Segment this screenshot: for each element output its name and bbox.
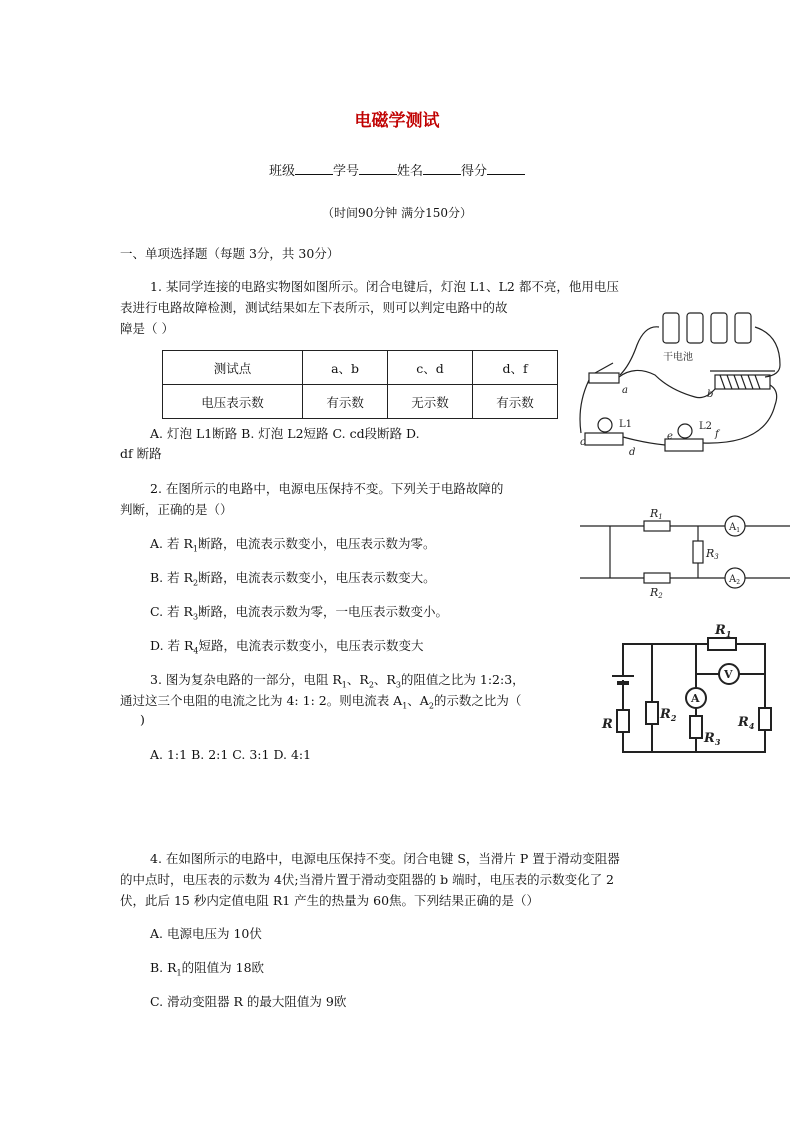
point-a-label: a	[622, 385, 628, 396]
q3-text: 通过这三个电阻的电流之比为 4: 1: 2。则电流表 A	[120, 693, 403, 708]
voltmeter-label: V	[724, 668, 733, 681]
battery-cell	[711, 313, 727, 343]
lamp-l2-label: L2	[699, 421, 713, 432]
student-info-line	[0, 160, 794, 179]
q1-test-table	[162, 350, 558, 419]
class-blank[interactable]	[295, 162, 333, 175]
table-cell: 有示数	[303, 385, 388, 419]
battery-label: 干电池	[663, 352, 693, 363]
q2-option-c	[150, 602, 448, 622]
q3-circuit-figure	[598, 620, 778, 760]
option-text: 断路，电流表示数变小，电压表示数变大。	[198, 570, 436, 585]
point-b-label: b	[707, 389, 714, 400]
battery-cell	[663, 313, 679, 343]
q4-option-a	[150, 924, 262, 942]
score-blank[interactable]	[487, 162, 525, 175]
option-text: D. 若 R	[150, 638, 194, 653]
point-e-label: e	[667, 431, 673, 442]
q4-line2: 的中点时，电压表的示数为 4伏;当滑片置于滑动变阻器的 b 端时，电压表的示数变化了 2	[120, 872, 615, 887]
table-cell: 测试点	[163, 351, 303, 385]
q3-text: 、R	[346, 672, 369, 687]
option-sub: 2	[193, 578, 199, 588]
r3-label: R3	[706, 547, 719, 561]
r-label: R	[602, 717, 613, 732]
q2-option-a	[150, 534, 435, 554]
q1-options-line1: A. 灯泡 L1断路 B. 灯泡 L2短路 C. cd段断路 D.	[150, 426, 420, 441]
option-text: 断路，电流表示数变小，电压表示数为零。	[197, 536, 436, 551]
q4-line1: 4. 在如图所示的电路中，电源电压保持不变。闭合电键 S，当滑片 P 置于滑动变阻器	[150, 851, 620, 866]
class-label: 班级	[268, 164, 295, 179]
q3-text: 、A	[407, 693, 429, 708]
q1-line1: 1. 某同学连接的电路实物图如图所示。闭合电键后，灯泡 L1、L2 都不亮，他用电压	[150, 279, 619, 294]
q3-text: 3. 图为复杂电路的一部分，电阻 R	[150, 672, 342, 687]
q1-circuit-figure	[575, 305, 785, 465]
score-label: 得分	[461, 164, 488, 179]
q1-options-line2: df 断路	[120, 446, 162, 461]
option-sub: 1	[192, 544, 198, 554]
table-cell: 有示数	[473, 385, 558, 419]
page-title: 电磁学测试	[354, 111, 440, 131]
id-label: 学号	[332, 164, 359, 179]
point-c-label: c	[580, 437, 586, 448]
option-text: B. R	[150, 960, 177, 975]
point-f-label: f	[715, 429, 719, 440]
option-text: A. 若 R	[150, 536, 193, 551]
option-text: C. 若 R	[150, 604, 193, 619]
q3-line2: 通过这三个电阻的电流之比为 4: 1: 2。则电流表 $A_1$、$A_2$的示数之比为（	[120, 693, 522, 711]
option-text: B. 若 R	[150, 570, 194, 585]
battery-cell	[687, 313, 703, 343]
r2-label: R2	[650, 586, 663, 600]
option-text: C. 滑动变阻器 R 的最大阻值为 9欧	[150, 994, 347, 1009]
q3-text: 的示数之比为（	[433, 693, 522, 708]
r2-label: $R_2$	[660, 707, 677, 723]
option-text: 的阻值为 18欧	[181, 960, 265, 975]
section-heading: 一、单项选择题（每题 3分，共 30分）	[120, 246, 340, 261]
r4-label: $R_4$	[738, 715, 755, 731]
q2-line2: 判断，正确的是（）	[120, 502, 233, 517]
table-cell: 无示数	[388, 385, 473, 419]
q3-line1: 3. 图为复杂电路的一部分，电阻 $R_1$、$R_2$、$R_3$的阻值之比为 1:2:3，	[150, 672, 525, 690]
time-note: （时间90分钟 满分150分）	[322, 206, 472, 220]
q3-line3: )	[140, 712, 145, 727]
q1-line3: 障是（ ）	[120, 321, 174, 336]
q2-line1: 2. 在图所示的电路中，电源电压保持不变。下列关于电路故障的	[150, 481, 504, 496]
table-cell: c、d	[388, 351, 473, 385]
point-d-label: d	[629, 447, 636, 458]
option-sub: 1	[176, 968, 182, 978]
table-cell: a、b	[303, 351, 388, 385]
r1-label: $R_1$	[715, 623, 732, 639]
table-row	[163, 351, 558, 385]
ammeter-label: A	[691, 692, 700, 705]
option-sub: 3	[192, 612, 199, 622]
q2-option-b	[150, 568, 436, 588]
q4-line3: 伏，此后 15 秒内定值电阻 R1 产生的热量为 60焦。下列结果正确的是（）	[120, 893, 540, 908]
q4-option-b	[150, 958, 264, 978]
q4-option-c	[150, 992, 346, 1010]
option-text: 短路，电流表示数变小，电压表示数变大	[198, 638, 424, 653]
name-label: 姓名	[397, 164, 424, 179]
q3-options: A. 1:1 B. 2:1 C. 3:1 D. 4:1	[150, 747, 312, 762]
option-text: A. 电源电压为 10伏	[150, 926, 262, 941]
q3-text: 、R	[373, 672, 396, 687]
q2-option-d	[150, 636, 424, 656]
option-text: 断路，电流表示数为零，一电压表示数变小。	[198, 604, 449, 619]
q2-circuit-figure	[580, 506, 790, 604]
battery-cell	[735, 313, 751, 343]
name-blank[interactable]	[423, 162, 461, 175]
r3-label: $R_3$	[704, 731, 721, 747]
r1-label: R1	[650, 507, 663, 521]
ammeter-a2-label: $A_2$	[729, 574, 741, 586]
table-row	[163, 385, 558, 419]
id-blank[interactable]	[359, 162, 397, 175]
lamp-l1-label: L1	[619, 419, 633, 430]
table-cell: 电压表示数	[163, 385, 303, 419]
table-cell: d、f	[473, 351, 558, 385]
q3-text: 的阻值之比为 1:2:3，	[400, 672, 525, 687]
option-sub: 4	[193, 646, 199, 656]
q1-line2: 表进行电路故障检测，测试结果如左下表所示，则可以判定电路中的故	[120, 300, 508, 315]
ammeter-a1-label: $A_1$	[729, 522, 741, 534]
